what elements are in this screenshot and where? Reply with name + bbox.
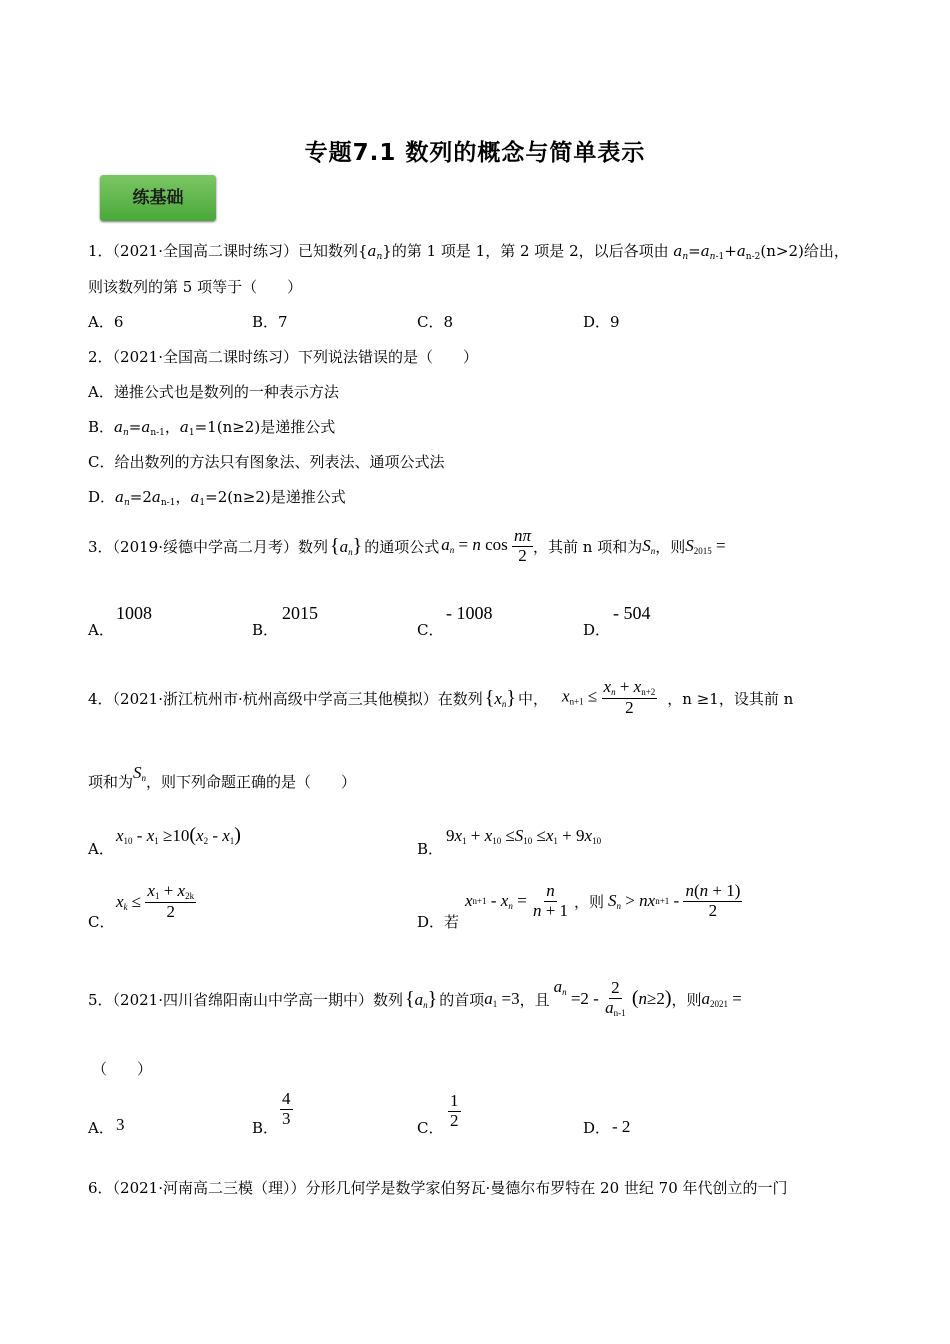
q2-option-c: C．给出数列的方法只有图象法、列表法、通项公式法 [88, 453, 445, 471]
q2-stem: 2．（2021·全国高二课时练习）下列说法错误的是（ ） [88, 348, 478, 366]
q4-option-b: B． [417, 840, 444, 858]
q4-stem-line2: 项和为 $S_n$ ，则下列命题正确的是（ ） [88, 763, 357, 791]
q5-paren: （ ） [92, 1060, 153, 1078]
q6-stem: 6．（2021·河南高二三模（理））分形几何学是数学家伯努瓦·曼德尔布罗特在 20 世纪 70 年代创立的一门 [88, 1179, 788, 1197]
page-title: 专题7.1 数列的概念与简单表示 [304, 140, 646, 166]
q5-option-d: D． [583, 1119, 611, 1137]
q4-option-a-math: $x_{10} - x_1 \ge 10(x_2 - x_1)$ [116, 824, 241, 846]
q3-option-c: C． [417, 621, 444, 639]
q2-option-d: D．$a_n=2a_{n-1}$，$a_1=2(n\ge 2)$是递推公式 [88, 488, 346, 508]
q1-option-b: B．7 [252, 313, 288, 331]
q1-stem-line2: 则该数列的第 5 项等于（ ） [88, 278, 303, 296]
q3-option-c-value: - 1008 [446, 603, 493, 623]
q5-option-b-value: $\frac{4}{3}$ [282, 1089, 291, 1128]
q4-option-a: A． [88, 840, 114, 858]
q3-option-d: D． [583, 621, 611, 639]
q2-option-b: B．$a_n=a_{n-1}$，$a_1=1(n\ge 2)$是递推公式 [88, 418, 336, 438]
q4-option-d: D．若 [417, 913, 460, 931]
q3-option-a-value: 1008 [116, 603, 152, 623]
q5-stem: 5．（2021·四川省绵阳南山中学高一期中）数列 $\{a_n\}$ 的首项 $a_1 =3$ ，且 $a_n$ =2 - $\frac{2}{a_{n-1}}$ ( n ≥2 ) ，则 $a_{2021}$ = [88, 976, 742, 1018]
q5-option-c-value: $\frac{1}{2}$ [450, 1091, 459, 1130]
q5-option-b: B． [252, 1119, 279, 1137]
q4-option-c: C． [88, 913, 115, 931]
q2-option-a: A．递推公式也是数列的一种表示方法 [88, 383, 339, 401]
q3-option-b-value: 2015 [282, 603, 318, 623]
q3-option-d-value: - 504 [613, 603, 651, 623]
q3-option-a: A． [88, 621, 114, 639]
q5-option-d-value: - 2 [612, 1117, 631, 1136]
q1-option-c: C．8 [417, 313, 454, 331]
q5-option-c: C． [417, 1119, 444, 1137]
q5-option-a: A． [88, 1119, 114, 1137]
q5-option-a-value: 3 [116, 1115, 125, 1134]
q4-option-c-math: $x_k$ ≤ $\frac{x_1 + x_{2k}}{2}$ [116, 881, 195, 921]
q4-stem-line1: 4．（2021·浙江杭州市·杭州高级中学高三其他模拟）在数列 $\{x_n\}$ 中， $x_{n+1}$ ≤ $\frac{x_n + x_{n+2}}{2}$ ，n ≥1，设其前 n [88, 677, 794, 718]
q3-stem: 3．（2019·绥德中学高二月考）数列 $\{a_n\}$ 的通项公式 $a_n = n$ cos $\frac{n\pi}{2}$ ，其前 n 项和为 $S_n$ ，则 $S_{2015}$ = [88, 525, 726, 565]
q4-option-d-math: x n+1 - $x_n$ = $\frac{n}{n + 1}$ ，则 $S_n$ > nx n+1 - $\frac{n(n + 1)}{2}$ [465, 881, 741, 920]
q1-stem-line1: 1．（2021·全国高二课时练习）已知数列$\{a_n\}$的第 1 项是 1，第 2 项是 2，以后各项由 $a_n=a_{n-1}+a_{n-2}(n>2)$给出， [88, 242, 849, 262]
section-badge: 练基础 [100, 175, 216, 221]
q1-option-d: D．9 [583, 313, 620, 331]
q3-option-b: B． [252, 621, 279, 639]
q4-option-b-math: $9x_1 + x_{10} \le S_{10} \le x_1 + 9x_{10}$ [446, 826, 602, 846]
q1-option-a: A．6 [88, 313, 124, 331]
